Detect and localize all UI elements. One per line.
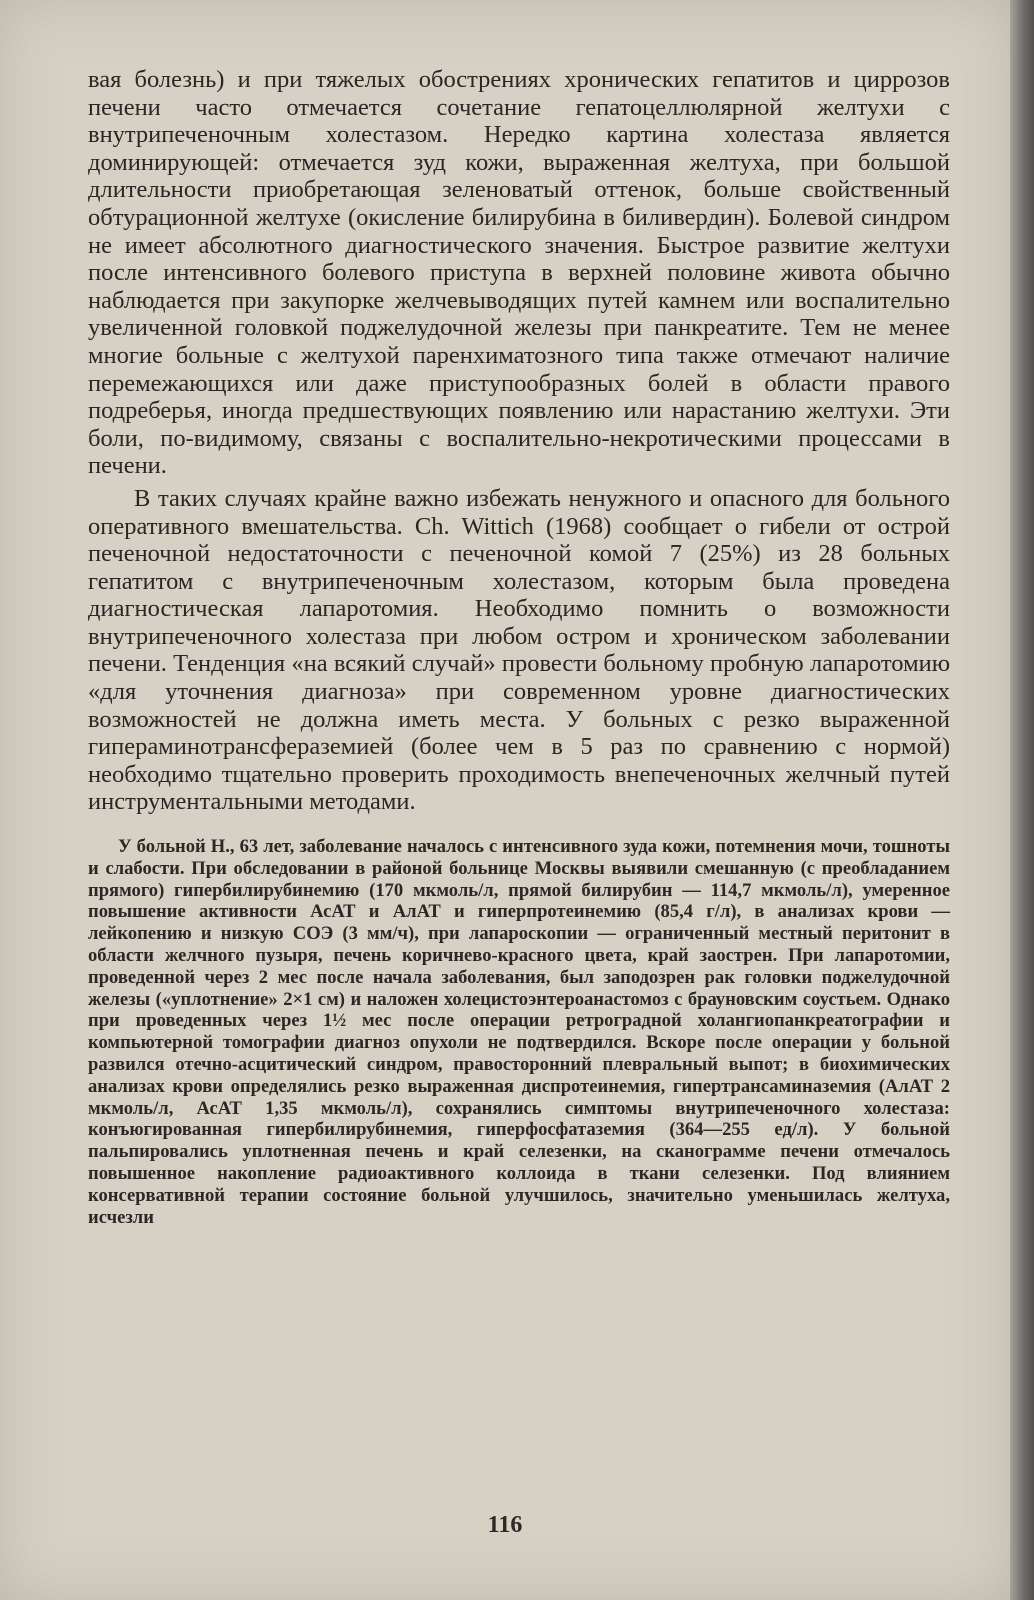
paragraph-2: В таких случаях крайне важно избежать ненужного и опасного для больного оперативного вмешательства. Ch. Wittich (1968) сообщает о гибели от острой печеночной недостаточности с печеночной комой 7 (25%) из 28 больных гепатитом с внутрипеченочным холестазом, которым была проведена диагностическая лапаротомия. Необходимо помнить о возможности внутрипеченочного холестаза при любом остром и хроническом заболевании печени. Тенденция «на всякий случай» провести больному пробную лапаротомию «для уточнения диагноза» при современном уровне диагностических возможностей не должна иметь места. У больных с резко выраженной гипераминотрансфераземией (более чем в 5 раз по сравнению с нормой) необходимо тщательно проверить проходимость внепеченочных желчный путей инструментальными методами.	[88, 484, 950, 816]
page-body	[88, 66, 950, 1228]
book-spine-shadow	[1010, 0, 1034, 1600]
case-report-text: У больной Н., 63 лет, заболевание началось с интенсивного зуда кожи, потемнения мочи, тошноты и слабости. При обследовании в районой больнице Москвы выявили смешанную (с преобладанием прямого) гипербилирубинемию (170 мкмоль/л, прямой билирубин — 114,7 мкмоль/л), умеренное повышение активности АсАТ и АлАТ и гиперпротеинемию (85,4 г/л), в анализах крови — лейкопению и низкую СОЭ (3 мм/ч), при лапароскопии — ограниченный местный перитонит в области желчного пузыря, печень коричнево-красного цвета, край заострен. При лапаротомии, проведенной через 2 мес после начала заболевания, был заподозрен рак головки поджелудочной железы («уплотнение» 2×1 см) и наложен холецистоэнтероанастомоз с брауновским соустьем. Однако при проведенных через 1½ мес после операции ретроградной холангиопанкреатографии и компьютерной томографии диагноз опухоли не подтвердился. Вскоре после операции у больной развился отечно-асцитический синдром, правосторонний плевральный выпот; в биохимических анализах крови определялись резко выраженная диспротеинемия, гипертрансаминаземия (АлАТ 2 мкмоль/л, АсАТ 1,35 мкмоль/л), сохранялись симптомы внутрипеченочного холестаза: конъюгированная гипербилирубинемия, гиперфосфатаземия (364—255 ед/л). У больной пальпировались уплотненная печень и край селезенки, на сканограмме печени отмечалось повышенное накопление радиоактивного коллоида в ткани селезенки. Под влиянием консервативной терапии состояние больной улучшилось, значительно уменьшилась желтуха, исчезли	[88, 836, 950, 1228]
case-report	[88, 836, 950, 1228]
main-text	[88, 66, 950, 816]
page-number: 116	[487, 1512, 523, 1538]
paragraph-1: вая болезнь) и при тяжелых обострениях хронических гепатитов и циррозов печени часто отмечается сочетание гепатоцеллюлярной желтухи с внутрипеченочным холестазом. Нередко картина холестаза является доминирующей: отмечается зуд кожи, выраженная желтуха, при большой длительности приобретающая зеленоватый оттенок, больше свойственный обтурационной желтухе (окисление билирубина в биливердин). Болевой синдром не имеет абсолютного диагностического значения. Быстрое развитие желтухи после интенсивного болевого приступа в верхней половине живота обычно наблюдается при закупорке желчевыводящих путей камнем или воспалительно увеличенной головкой поджелудочной железы при панкреатите. Тем не менее многие больные с желтухой паренхиматозного типа также отмечают наличие перемежающихся или даже приступообразных болей в области правого подреберья, иногда предшествующих появлению или нарастанию желтухи. Эти боли, по-видимому, связаны с воспалительно-некротическими процессами в печени.	[88, 66, 950, 480]
